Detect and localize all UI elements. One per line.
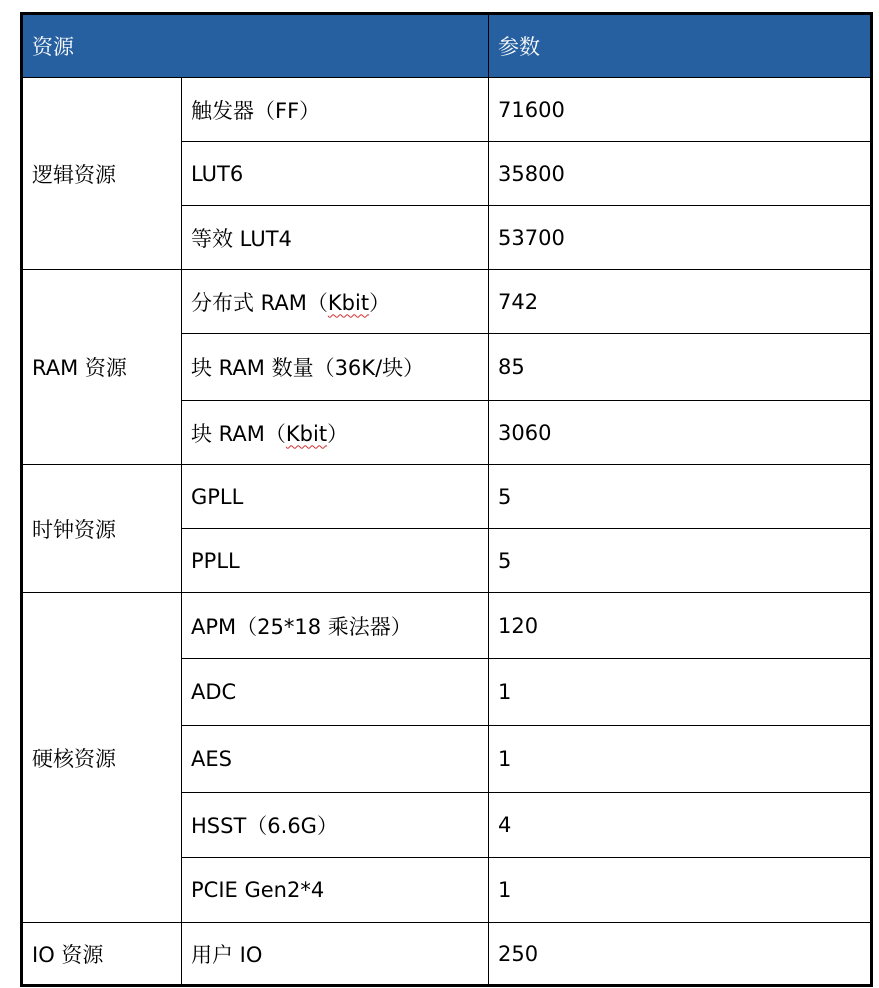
value-cell: 35800	[489, 142, 872, 206]
value-cell: 250	[489, 923, 872, 986]
value-cell: 742	[489, 270, 872, 334]
table-row	[22, 270, 872, 334]
item-cell: 触发器（FF）	[182, 78, 489, 142]
value-cell: 53700	[489, 206, 872, 270]
value-cell: 71600	[489, 78, 872, 142]
header-param-cell: 参数	[489, 14, 872, 78]
item-text-suffix: ）	[369, 290, 391, 315]
header-resource-cell: 资源	[22, 14, 489, 78]
value-cell: 120	[489, 593, 872, 659]
table-row	[22, 593, 872, 659]
value-cell: 4	[489, 793, 872, 858]
spellcheck-flagged-word: Kbit	[327, 290, 370, 315]
value-cell: 3060	[489, 401, 872, 465]
item-cell: HSST（6.6G）	[182, 793, 489, 858]
item-cell: GPLL	[182, 465, 489, 529]
item-cell: 用户 IO	[182, 923, 489, 986]
item-cell: APM（25*18 乘法器）	[182, 593, 489, 659]
value-cell: 1	[489, 858, 872, 923]
item-cell: PPLL	[182, 529, 489, 593]
value-cell: 1	[489, 726, 872, 793]
item-cell: AES	[182, 726, 489, 793]
value-cell: 1	[489, 659, 872, 726]
table-row	[22, 465, 872, 529]
item-text-prefix: 分布式 RAM（	[191, 290, 328, 315]
item-cell: LUT6	[182, 142, 489, 206]
item-cell: ADC	[182, 659, 489, 726]
category-clock: 时钟资源	[22, 465, 182, 593]
category-logic: 逻辑资源	[22, 78, 182, 270]
table-header-row	[22, 14, 872, 78]
category-ram: RAM 资源	[22, 270, 182, 465]
category-hardcore: 硬核资源	[22, 593, 182, 923]
item-cell: 块 RAM 数量（36K/块）	[182, 334, 489, 401]
table-row	[22, 78, 872, 142]
item-cell	[182, 270, 489, 334]
table-row	[22, 923, 872, 986]
spellcheck-flagged-word: Kbit	[285, 421, 328, 446]
item-cell	[182, 401, 489, 465]
item-cell: PCIE Gen2*4	[182, 858, 489, 923]
item-cell: 等效 LUT4	[182, 206, 489, 270]
item-text-suffix: ）	[327, 421, 349, 446]
resource-spec-table	[20, 12, 873, 987]
value-cell: 5	[489, 465, 872, 529]
value-cell: 85	[489, 334, 872, 401]
category-io: IO 资源	[22, 923, 182, 986]
value-cell: 5	[489, 529, 872, 593]
item-text-prefix: 块 RAM（	[191, 421, 286, 446]
